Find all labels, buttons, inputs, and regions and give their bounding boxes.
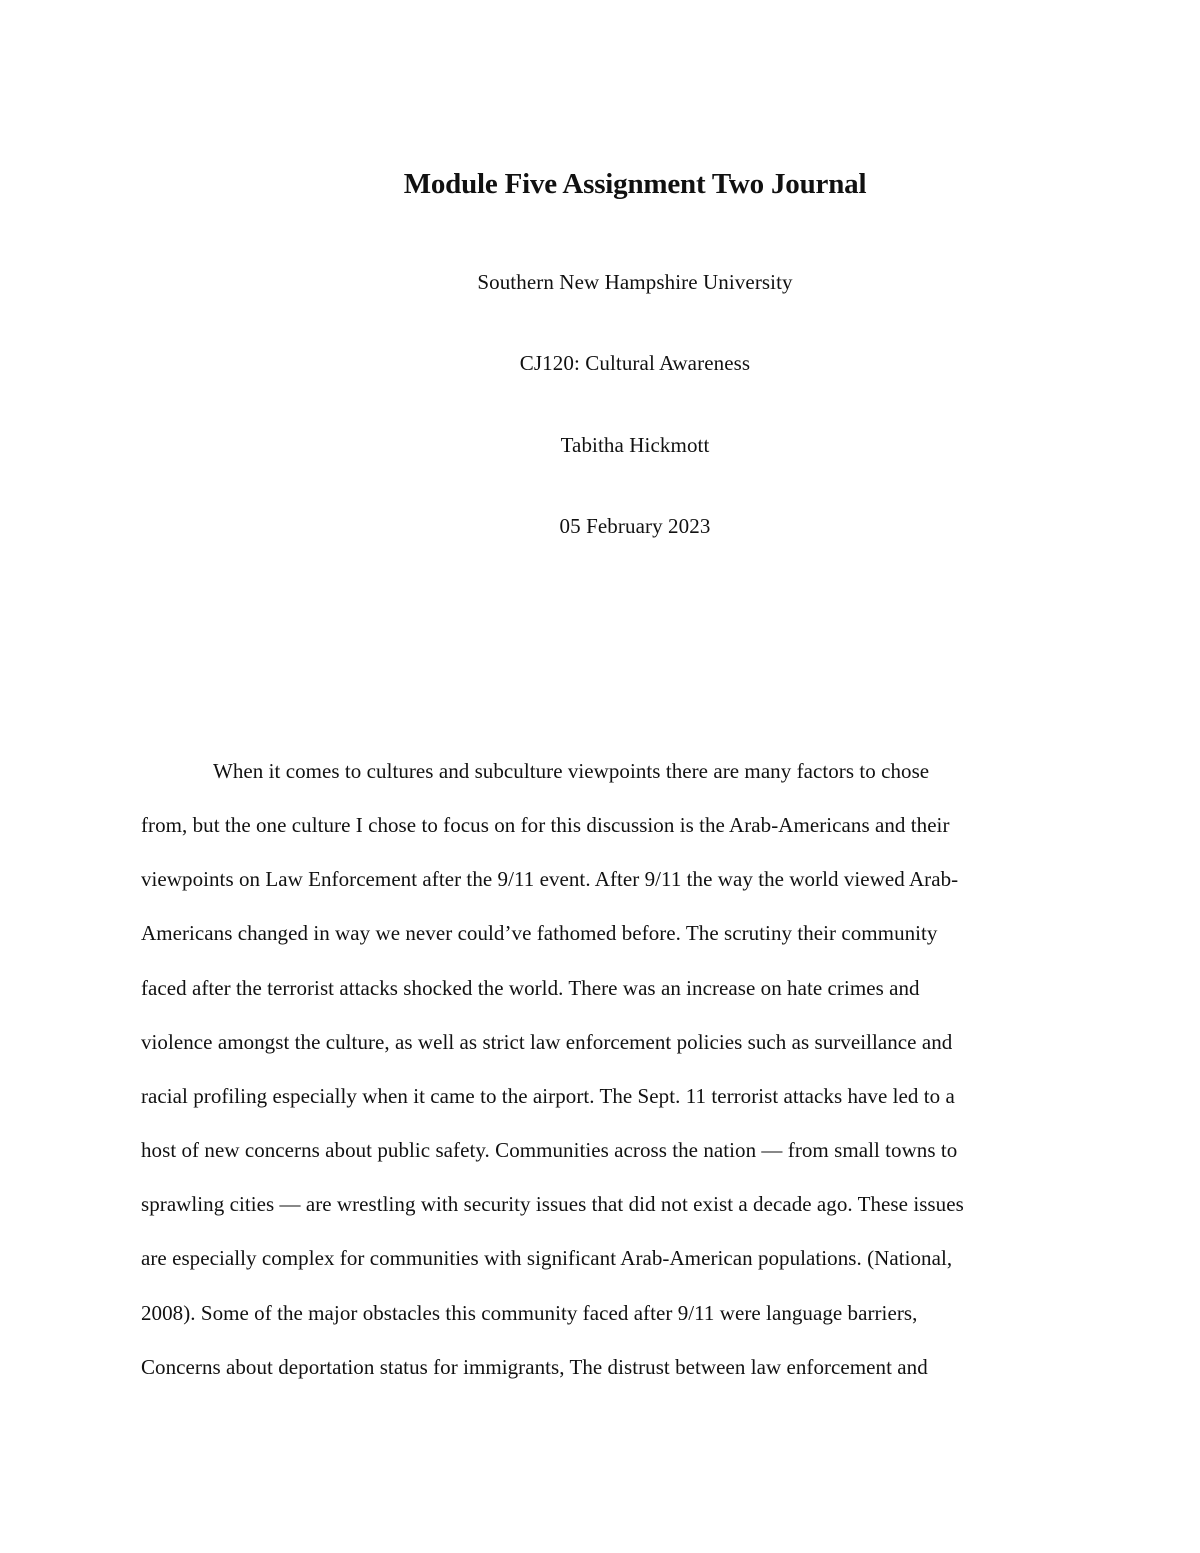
body-line: host of new concerns about public safety. Communities across the nation — from small towns to [141, 1138, 958, 1162]
body-line: are especially complex for communities with significant Arab-American populations. (National, [141, 1246, 953, 1270]
body-line: 2008). Some of the major obstacles this community faced after 9/11 were language barriers, [141, 1301, 918, 1325]
author-name: Tabitha Hickmott [560, 433, 710, 457]
body-line: racial profiling especially when it came to the airport. The Sept. 11 terrorist attacks have led to a [141, 1084, 955, 1108]
body-line: Concerns about deportation status for immigrants, The distrust between law enforcement and [141, 1355, 928, 1379]
body-line: Americans changed in way we never could’ve fathomed before. The scrutiny their community [141, 921, 938, 945]
document-date: 05 February 2023 [559, 514, 711, 538]
body-line: violence amongst the culture, as well as strict law enforcement policies such as surveillance and [141, 1030, 953, 1054]
institution-name: Southern New Hampshire University [477, 270, 793, 294]
course-name: CJ120: Cultural Awareness [519, 351, 751, 375]
body-line: sprawling cities — are wrestling with security issues that did not exist a decade ago. These issues [141, 1192, 964, 1216]
body-line: viewpoints on Law Enforcement after the 9/11 event. After 9/11 the way the world viewed Arab- [141, 867, 959, 891]
body-line: from, but the one culture I chose to focus on for this discussion is the Arab-Americans and their [141, 813, 950, 837]
document-title [0, 168, 1200, 201]
document-title-text: Module Five Assignment Two Journal [403, 168, 867, 200]
body-line: When it comes to cultures and subculture viewpoints there are many factors to chose [213, 759, 930, 783]
body-line: faced after the terrorist attacks shocked the world. There was an increase on hate crimes and [141, 976, 920, 1000]
